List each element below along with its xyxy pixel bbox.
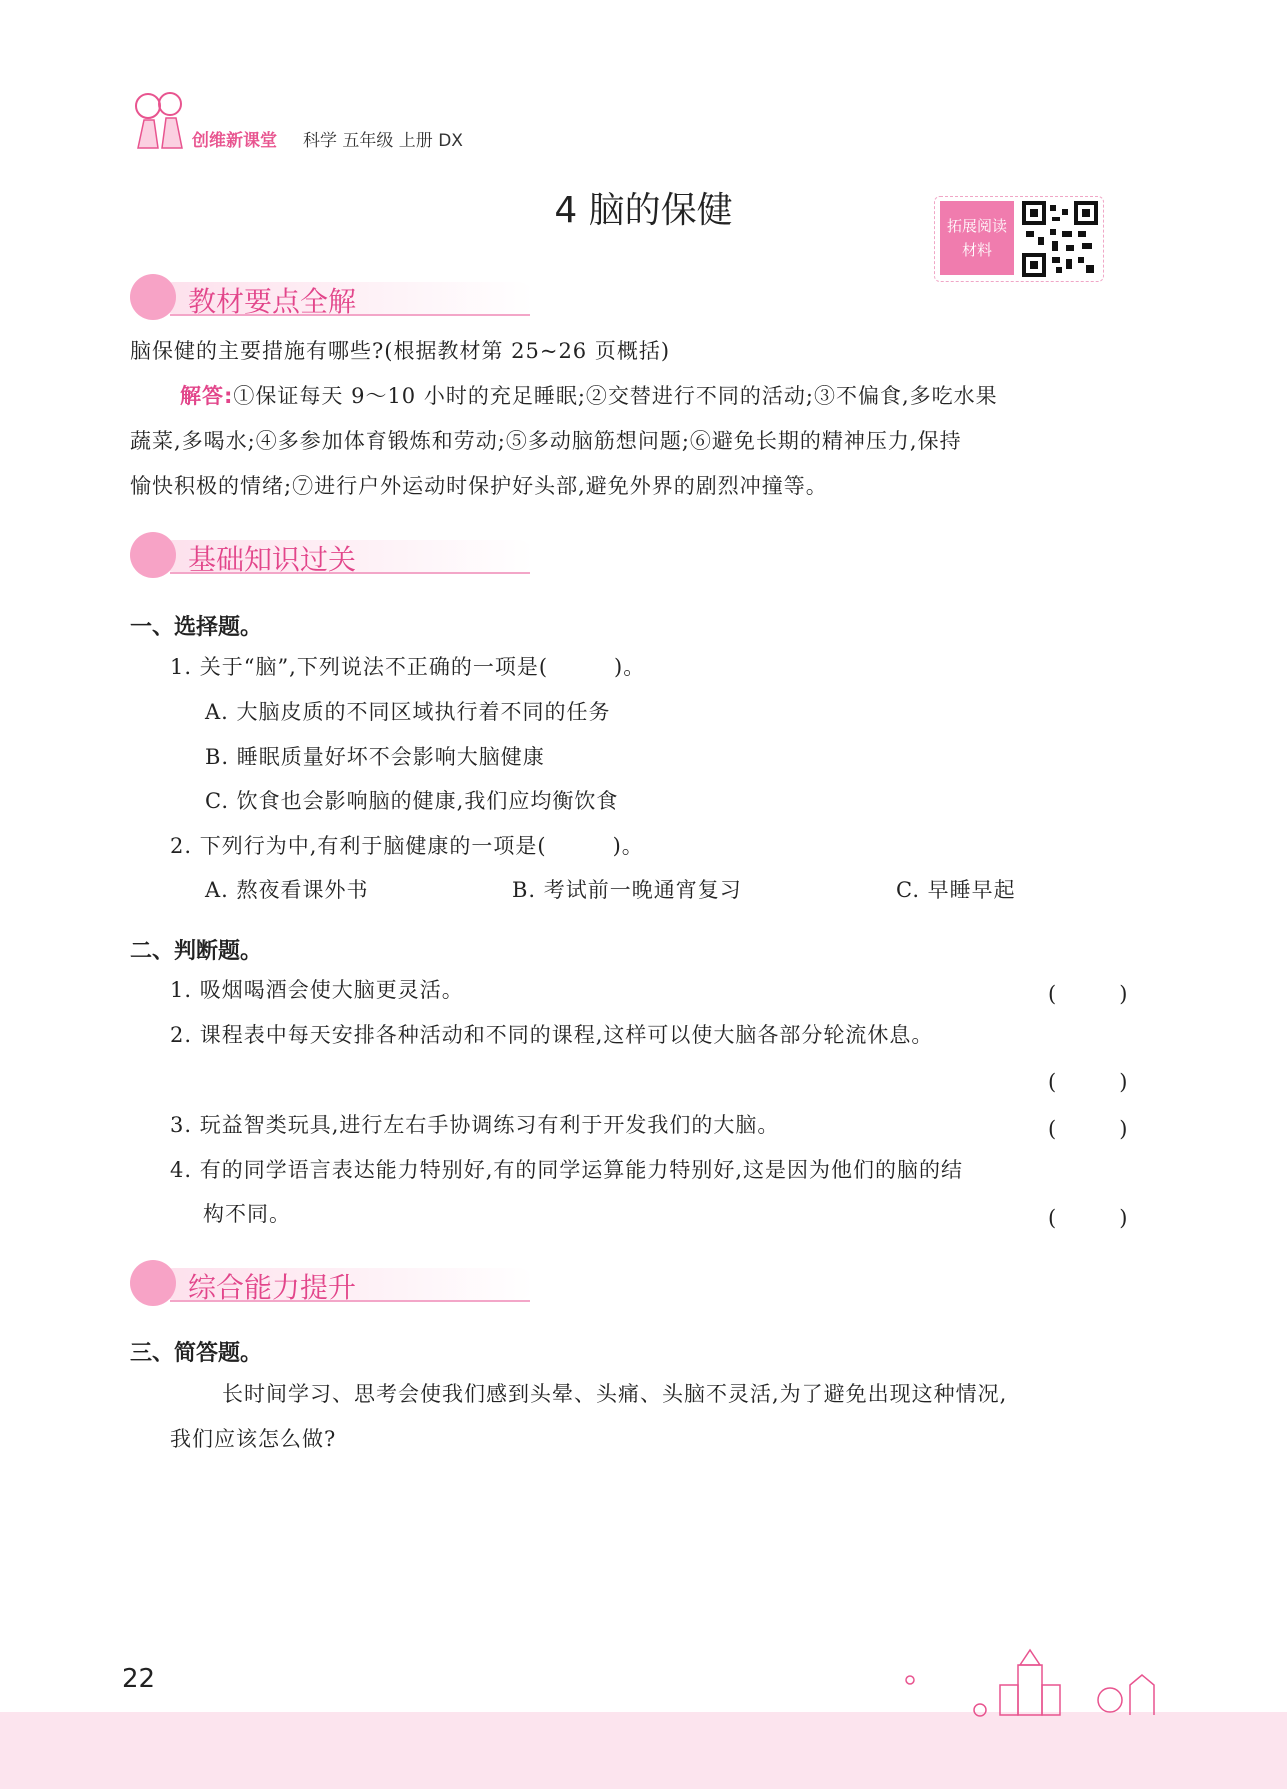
part1-q2-option-a[interactable]: A. 熬夜看课外书 bbox=[205, 878, 369, 902]
section-ability bbox=[130, 1260, 540, 1306]
book-icon bbox=[130, 274, 176, 320]
section-title: 综合能力提升 bbox=[188, 1271, 357, 1304]
section-title: 基础知识过关 bbox=[188, 543, 357, 576]
answer-label: 解答: bbox=[180, 384, 234, 408]
part2-q3: 3. 玩益智类玩具,进行左右手协调练习有利于开发我们的大脑。 bbox=[170, 1113, 780, 1137]
page-number: 22 bbox=[122, 1664, 156, 1694]
answer-blank[interactable]: ( ) bbox=[1048, 1117, 1128, 1141]
part1-heading: 一、选择题。 bbox=[130, 615, 263, 640]
key-question: 脑保健的主要措施有哪些?(根据教材第 25~26 页概括) bbox=[130, 339, 671, 363]
section-title: 教材要点全解 bbox=[188, 285, 357, 318]
part3-heading: 三、简答题。 bbox=[130, 1341, 263, 1366]
student-icon bbox=[130, 532, 176, 578]
qr-tag-line1: 拓展阅读 bbox=[946, 217, 1007, 235]
part1-q2-option-c[interactable]: C. 早睡早起 bbox=[896, 878, 1016, 902]
part2-q2: 2. 课程表中每天安排各种活动和不同的课程,这样可以使大脑各部分轮流休息。 bbox=[170, 1023, 934, 1047]
part1-q1-option-c[interactable]: C. 饮食也会影响脑的健康,我们应均衡饮食 bbox=[205, 789, 619, 813]
section-basic-knowledge bbox=[130, 532, 540, 578]
header-brand: 创维新课堂 bbox=[192, 131, 277, 151]
part2-q4-line2: 构不同。 bbox=[203, 1202, 291, 1226]
footer-band bbox=[0, 1712, 1287, 1789]
answer-line-2: 蔬菜,多喝水;④多参加体育锻炼和劳动;⑤多动脑筋想问题;⑥避免长期的精神压力,保持 bbox=[130, 429, 962, 453]
part1-q1-option-b[interactable]: B. 睡眠质量好坏不会影响大脑健康 bbox=[205, 745, 545, 769]
part1-q2-option-b[interactable]: B. 考试前一晚通宵复习 bbox=[512, 878, 742, 902]
header-subject: 科学 五年级 上册 DX bbox=[303, 131, 463, 151]
part1-q2: 2. 下列行为中,有利于脑健康的一项是( )。 bbox=[170, 834, 644, 858]
answer-line-1: 解答:①保证每天 9～10 小时的充足睡眠;②交替进行不同的活动;③不偏食,多吃水果 bbox=[180, 384, 998, 408]
part2-q1: 1. 吸烟喝酒会使大脑更灵活。 bbox=[170, 978, 464, 1002]
answer-blank[interactable]: ( ) bbox=[1048, 982, 1128, 1006]
thinker-icon bbox=[130, 1260, 176, 1306]
mascot-kids-icon bbox=[128, 88, 190, 154]
castle-icon bbox=[880, 1640, 1180, 1720]
page-title: 4 脑的保健 bbox=[554, 190, 733, 231]
section-key-points bbox=[130, 274, 540, 320]
part1-q1-option-a[interactable]: A. 大脑皮质的不同区域执行着不同的任务 bbox=[205, 700, 611, 724]
qr-code-icon[interactable] bbox=[1022, 201, 1098, 277]
part3-q-line2: 我们应该怎么做? bbox=[170, 1427, 337, 1451]
part2-q4-line1: 4. 有的同学语言表达能力特别好,有的同学运算能力特别好,这是因为他们的脑的结 bbox=[170, 1158, 964, 1182]
qr-tag-line2: 材料 bbox=[961, 241, 992, 259]
answer-blank[interactable]: ( ) bbox=[1048, 1070, 1128, 1094]
answer-line-3: 愉快积极的情绪;⑦进行户外运动时保护好头部,避免外界的剧烈冲撞等。 bbox=[130, 474, 828, 498]
qr-tag[interactable] bbox=[940, 201, 1014, 275]
part1-q1: 1. 关于“脑”,下列说法不正确的一项是( )。 bbox=[170, 655, 646, 679]
part3-q-line1: 长时间学习、思考会使我们感到头晕、头痛、头脑不灵活,为了避免出现这种情况, bbox=[222, 1382, 1008, 1406]
answer-blank[interactable]: ( ) bbox=[1048, 1206, 1128, 1230]
part2-heading: 二、判断题。 bbox=[130, 939, 263, 964]
